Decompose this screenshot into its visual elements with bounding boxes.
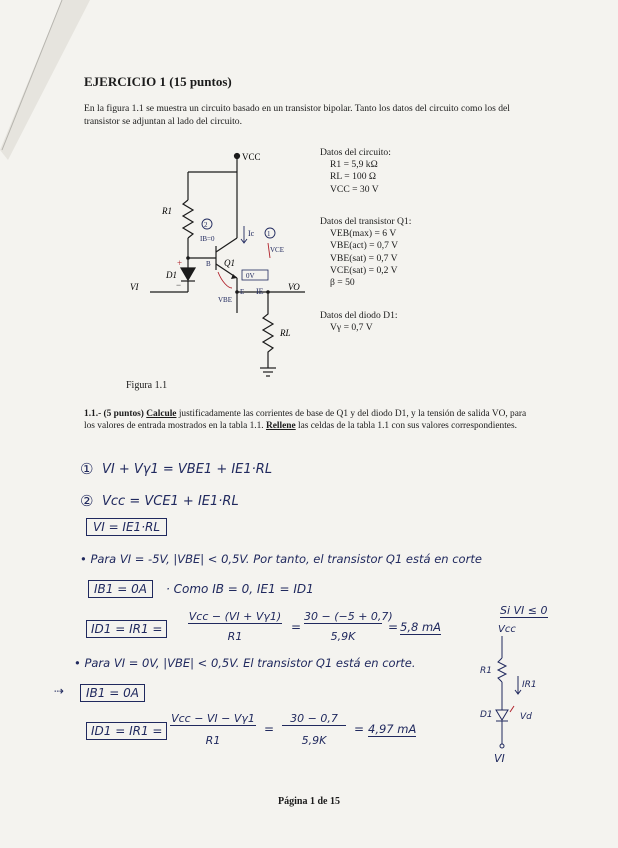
annot-vce: VCE [270,246,284,254]
circuit-data-value: VCC = 30 V [330,183,379,195]
page-footer: Página 1 de 15 [278,796,340,807]
hand-eq-2: Vcc = VCE1 + IE1·RL [102,494,239,509]
hand-note-2: · Como IB = 0, IE1 = ID1 [166,582,314,596]
hand-box-1: IB1 = 0A [88,580,153,598]
hand-side-d1: D1 [480,710,493,720]
hand-eq4-num2: 30 − (−5 + 0,7) [304,610,393,623]
vcc-label: VCC [242,152,261,162]
question-text-b: las celdas de la tabla 1.1 con sus valores correspondientes. [295,421,517,432]
svg-text:1: 1 [267,230,271,238]
hand-circle-1: ① [80,460,94,478]
hand-eq5-num2: 30 − 0,7 [282,712,346,726]
transistor-data-value: β = 50 [330,277,355,289]
transistor-data-value: VBE(sat) = 0,7 V [330,252,398,264]
transistor-data-value: VBE(act) = 0,7 V [330,240,399,252]
svg-text:+: + [177,258,183,268]
hand-eq5-lhs: ID1 = IR1 = [86,722,167,740]
hand-note-3: • Para VI = 0V, |VBE| < 0,5V. El transistor Q1 está en corte. [74,656,416,670]
hand-eq4-res: 5,8 mA [400,620,442,634]
diode-data-value: Vγ = 0,7 V [330,322,373,334]
svg-text:2: 2 [204,221,208,229]
question-rellene: Rellene [265,421,296,432]
hand-note-1: • Para VI = -5V, |VBE| < 0,5V. Por tanto, el transistor Q1 está en corte [80,552,482,566]
exercise-title: EJERCICIO 1 (15 puntos) [84,74,232,89]
transistor-data-value: VCE(sat) = 0,2 V [330,264,398,276]
hand-box-2: IB1 = 0A [80,684,145,702]
svg-text:−: − [176,280,182,290]
circuit-data-value: RL = 100 Ω [330,171,377,183]
hand-side-vi: VI [494,752,505,765]
annot-ie: IE [256,287,264,296]
hand-side-title: Si VI ≤ 0 [500,604,548,617]
annot-ic: Ic [248,229,255,238]
hand-eq4-lhs: ID1 = IR1 = [86,620,167,638]
hand-side-r1: R1 [480,666,492,676]
hand-eq5-den: R1 [205,734,221,747]
hand-eq4-num: Vcc − (VI + Vγ1) [188,610,282,623]
hand-eq-3: VI = IE1·RL [86,518,167,536]
hand-eq5-num: Vcc − VI − Vγ1 [171,712,255,725]
annot-sat: 0V [246,272,255,280]
binder-shadow [0,0,90,160]
annot-vbe: VBE [218,296,232,304]
hand-side-ir1: IR1 [522,680,537,690]
diode-data-heading: Datos del diodo D1: [320,310,398,321]
diode-data [320,310,398,334]
exercise-intro: En la figura 1.1 se muestra un circuito basado en un transistor bipolar. Tanto los datos del circuito como los del transistor se adjuntan al lado del circuito. [84,103,510,127]
vo-label: VO [288,282,300,292]
circuit-data [320,147,391,196]
hand-eq4-den: R1 [227,630,243,643]
question-number: 1.1.- (5 puntos) [84,409,144,419]
question-text-a: justificadamente las corrientes de base de Q1 y del diodo D1, y la tensión de salida VO, para los valores de entrada mostrados en la tabla 1.1. [84,409,527,432]
hand-eq5-res: 4,97 mA [368,722,417,736]
circuit-schematic [120,148,320,388]
hand-side-sketch [486,636,536,756]
transistor-data-value: VEB(max) = 6 V [330,228,397,240]
hand-side-vd: Vd [520,712,532,722]
hand-circle-2: ② [80,492,94,510]
annot-b: B [206,260,211,268]
question-calcule: Calcule [146,409,177,419]
transistor-data [320,216,411,289]
d1-label: D1 [166,270,177,280]
q1-label: Q1 [224,258,235,268]
figure-label: Figura 1.1 [126,380,168,391]
annot-ib0: IB=0 [200,235,215,243]
annot-e: E [240,288,245,296]
hand-eq5-den2: 5,9K [301,734,327,747]
hand-eq4-den2: 5,9K [330,630,356,643]
circuit-data-value: R1 = 5,9 kΩ [330,159,378,171]
hand-eq-1: VI + Vγ1 = VBE1 + IE1·RL [102,462,273,477]
exam-page: EJERCICIO 1 (15 puntos) En la figura 1.1 se muestra un circuito basado en un transistor bipolar. Tanto los datos del circuito como los del transistor se adjuntan al lado del circuito. VCC R1 Q1 D1 VI VO RL + − 2 1 IB=0 Ic VCE IE VBE B E 0V Figura 1.1 Datos del circuito: R1 = 5,9 kΩ RL = 100 Ω VCC = 30 V Datos del transistor Q1: VEB(max) = 6 V VBE(act) = 0,7 V VBE(sat) = 0,7 V VCE(sat) = 0,2 V β = 50 Datos del diodo D1: Vγ = 0,7 V 1.1.- (5 puntos) Calcule justificadamente las corrientes de base de Q1 y del diodo D1, y la tensión de salida VO, para los valores de entrada mostrados en la tabla 1.1. Rellene las celdas de la tabla 1.1 con sus valores correspondientes. ① VI + Vγ1 = VBE1 + IE1·RL ② Vcc = VCE1 + IE1·RL VI = IE1·RL • Para VI = -5V, |VBE| < 0,5V. Por tanto, el transistor Q1 está en corte IB1 = 0A · Como IB = 0, IE1 = ID1 ID1 = IR1 = Vcc − (VI + Vγ1) R1 = 30 − (−5 + 0,7) 5,9K = 5,8 mA Si VI ≤ 0 Vcc R1 IR1 D1 Vd VI • Para VI = 0V, |VBE| < 0,5V. El transistor Q1 está en corte. ⇢ IB1 = 0A ID1 = IR1 = Vcc − VI − Vγ1 R1 = 30 − 0,7 5,9K = 4,97 mA Página 1 de 15 [0,0,618,848]
question-1-1 [84,408,532,433]
vi-label: VI [130,282,139,292]
rl-label: RL [280,328,291,338]
hand-side-vcc: Vcc [498,624,516,635]
circuit-data-heading: Datos del circuito: [320,147,391,158]
r1-label: R1 [162,206,172,216]
transistor-data-heading: Datos del transistor Q1: [320,216,412,227]
